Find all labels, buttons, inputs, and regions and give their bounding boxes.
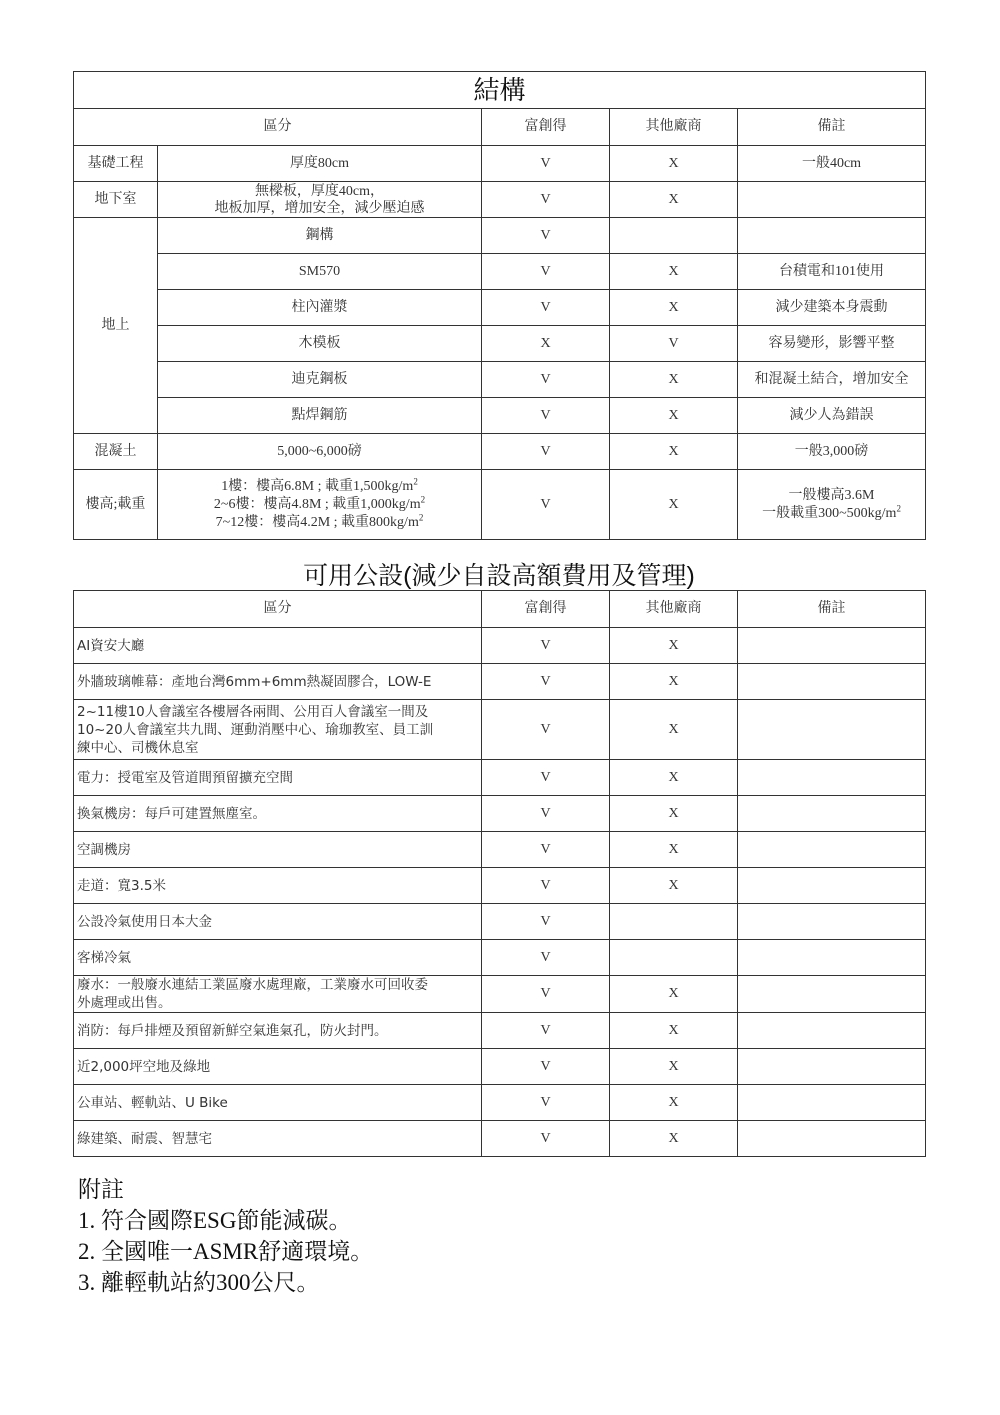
row-item: 客梯冷氣 <box>74 940 482 976</box>
row-item: 公設冷氣使用日本大金 <box>74 904 482 940</box>
row-item-line: 地板加厚，增加安全，減少壓迫感 <box>214 200 425 216</box>
row-item: 走道：寬3.5米 <box>74 868 482 904</box>
table-row <box>74 976 926 1013</box>
row-others: X <box>610 700 738 760</box>
header-note: 備註 <box>738 591 926 628</box>
row-item: 厚度80cm <box>158 146 482 182</box>
row-item-line <box>158 493 481 514</box>
row-note <box>738 700 926 760</box>
row-ours: V <box>482 1013 610 1049</box>
superscript: 2 <box>413 475 418 486</box>
row-item: 公車站、輕軌站、U Bike <box>74 1085 482 1121</box>
table-row <box>74 362 926 398</box>
row-item: 消防：每戶排煙及預留新鮮空氣進氣孔，防火封門。 <box>74 1013 482 1049</box>
row-others: V <box>610 326 738 362</box>
row-others: X <box>610 254 738 290</box>
header-others: 其他廠商 <box>610 109 738 146</box>
structure-header-row <box>74 109 926 146</box>
row-note <box>738 976 926 1013</box>
row-others: X <box>610 1013 738 1049</box>
row-others: X <box>610 868 738 904</box>
row-ours: V <box>482 904 610 940</box>
row-ours: V <box>482 868 610 904</box>
facilities-header-row <box>74 591 926 628</box>
table-row <box>74 664 926 700</box>
row-note <box>738 218 926 254</box>
row-ours: V <box>482 1049 610 1085</box>
table-row <box>74 940 926 976</box>
table-row <box>74 290 926 326</box>
header-ours: 富創得 <box>482 591 610 628</box>
row-item: 柱內灌漿 <box>158 290 482 326</box>
row-ours: V <box>482 760 610 796</box>
header-ours: 富創得 <box>482 109 610 146</box>
row-ours: V <box>482 700 610 760</box>
row-ours: V <box>482 1085 610 1121</box>
row-ours: V <box>482 940 610 976</box>
row-item <box>74 700 482 760</box>
row-ours: X <box>482 326 610 362</box>
row-item-line: 外處理或出售。 <box>77 995 172 1011</box>
row-ours: V <box>482 146 610 182</box>
row-ours: V <box>482 218 610 254</box>
row-note: 減少人為錯誤 <box>738 398 926 434</box>
table-row <box>74 1121 926 1157</box>
row-item-line <box>158 475 481 496</box>
notes-section <box>78 1174 373 1298</box>
row-item: SM570 <box>158 254 482 290</box>
row-note <box>738 1049 926 1085</box>
row-ours: V <box>482 182 610 218</box>
row-others: X <box>610 760 738 796</box>
row-note <box>738 628 926 664</box>
table-row <box>74 700 926 760</box>
table-row <box>74 146 926 182</box>
line-text: 1樓：樓高6.8M ; 載重1,500kg/m <box>221 478 414 494</box>
row-item-line: 無樑板，厚度40cm， <box>254 183 385 199</box>
row-item: 點焊鋼筋 <box>158 398 482 434</box>
row-item: 鋼構 <box>158 218 482 254</box>
row-note: 容易變形，影響平整 <box>738 326 926 362</box>
table-row <box>74 254 926 290</box>
header-others: 其他廠商 <box>610 591 738 628</box>
row-others: X <box>610 362 738 398</box>
row-others: X <box>610 182 738 218</box>
header-note: 備註 <box>738 109 926 146</box>
row-item <box>158 182 482 218</box>
row-note-line: 一般樓高3.6M <box>788 487 875 503</box>
row-others: X <box>610 1085 738 1121</box>
table-row <box>74 628 926 664</box>
row-ours: V <box>482 434 610 470</box>
superscript: 2 <box>418 511 424 522</box>
table-row <box>74 218 926 254</box>
table-row <box>74 832 926 868</box>
row-ours: V <box>482 796 610 832</box>
row-item: 電力：授電室及管道間預留擴充空間 <box>74 760 482 796</box>
row-note <box>738 664 926 700</box>
row-others: X <box>610 664 738 700</box>
row-item-line: 10~20人會議室共九間、運動消壓中心、瑜珈教室、員工訓 <box>77 721 434 738</box>
table-row <box>74 326 926 362</box>
row-others: X <box>610 470 738 540</box>
row-category: 樓高;載重 <box>74 470 158 540</box>
row-note: 和混凝土結合，增加安全 <box>738 362 926 398</box>
row-item-line: 2~11樓10人會議室各樓層各兩間、公用百人會議室一間及 <box>77 703 429 720</box>
row-others: X <box>610 796 738 832</box>
row-item: 近2,000坪空地及綠地 <box>74 1049 482 1085</box>
row-others: X <box>610 146 738 182</box>
row-item: AI資安大廳 <box>74 628 482 664</box>
notes-title: 附註 <box>78 1177 124 1202</box>
row-ours: V <box>482 976 610 1013</box>
row-item: 外牆玻璃帷幕：產地台灣6mm+6mm熱凝固膠合，LOW-E <box>74 664 482 700</box>
row-note <box>738 940 926 976</box>
row-others: X <box>610 628 738 664</box>
row-note-line <box>738 502 925 523</box>
table-row <box>74 760 926 796</box>
row-note <box>738 868 926 904</box>
note-item: 2. 全國唯一ASMR舒適環境。 <box>78 1239 374 1264</box>
row-category: 混凝土 <box>74 434 158 470</box>
line-text: 7~12樓：樓高4.2M ; 載重800kg/m <box>215 514 419 530</box>
row-ours: V <box>482 254 610 290</box>
row-item: 5,000~6,000磅 <box>158 434 482 470</box>
row-ours: V <box>482 470 610 540</box>
table-row <box>74 398 926 434</box>
table-row <box>74 434 926 470</box>
table-row <box>74 868 926 904</box>
row-item-line: 廢水：一般廢水連結工業區廢水處理廠，工業廢水可回收委 <box>77 977 428 993</box>
row-note <box>738 1121 926 1157</box>
row-category: 地下室 <box>74 182 158 218</box>
facilities-title: 可用公設(減少自設高額費用及管理) <box>303 562 695 590</box>
row-item: 換氣機房：每戶可建置無塵室。 <box>74 796 482 832</box>
row-others: X <box>610 832 738 868</box>
row-others: X <box>610 1049 738 1085</box>
row-others: X <box>610 434 738 470</box>
structure-table <box>73 71 926 540</box>
row-item <box>158 470 482 540</box>
superscript: 2 <box>896 502 901 513</box>
row-item-line: 練中心、司機休息室 <box>77 739 199 756</box>
line-text: 2~6樓：樓高4.8M ; 載重1,000kg/m <box>213 496 421 512</box>
note-item: 3. 離輕軌站約300公尺。 <box>78 1270 320 1295</box>
structure-title: 結構 <box>74 72 926 109</box>
header-category: 區分 <box>74 591 482 628</box>
facilities-body <box>74 628 926 1157</box>
row-note <box>738 470 926 540</box>
row-note: 一般3,000磅 <box>738 434 926 470</box>
row-ours: V <box>482 832 610 868</box>
row-ours: V <box>482 290 610 326</box>
row-item: 迪克鋼板 <box>158 362 482 398</box>
row-others <box>610 904 738 940</box>
row-others: X <box>610 1121 738 1157</box>
row-ours: V <box>482 664 610 700</box>
table-row <box>74 470 926 540</box>
row-others <box>610 940 738 976</box>
row-ours: V <box>482 628 610 664</box>
row-note <box>738 1085 926 1121</box>
row-others: X <box>610 398 738 434</box>
row-note <box>738 796 926 832</box>
note-item: 1. 符合國際ESG節能減碳。 <box>78 1208 352 1233</box>
row-note: 台積電和101使用 <box>738 254 926 290</box>
row-item <box>74 976 482 1013</box>
row-ours: V <box>482 1121 610 1157</box>
row-note <box>738 1013 926 1049</box>
row-category: 基礎工程 <box>74 146 158 182</box>
line-text: 一般載重300~500kg/m <box>762 505 897 521</box>
superscript: 2 <box>420 493 426 504</box>
table-row <box>74 904 926 940</box>
row-category: 地上 <box>74 218 158 434</box>
row-item: 綠建築、耐震、智慧宅 <box>74 1121 482 1157</box>
row-others <box>610 218 738 254</box>
row-others: X <box>610 976 738 1013</box>
row-others: X <box>610 290 738 326</box>
table-row <box>74 1085 926 1121</box>
table-row <box>74 1013 926 1049</box>
row-item: 木模板 <box>158 326 482 362</box>
row-note <box>738 182 926 218</box>
row-note: 一般40cm <box>738 146 926 182</box>
row-note <box>738 832 926 868</box>
row-note: 減少建築本身震動 <box>738 290 926 326</box>
table-row <box>74 1049 926 1085</box>
table-row <box>74 796 926 832</box>
row-ours: V <box>482 398 610 434</box>
row-ours: V <box>482 362 610 398</box>
row-item-line <box>158 511 481 532</box>
row-note <box>738 904 926 940</box>
facilities-table <box>73 590 926 1157</box>
table-row <box>74 182 926 218</box>
row-item: 空調機房 <box>74 832 482 868</box>
header-category: 區分 <box>74 109 482 146</box>
row-note <box>738 760 926 796</box>
